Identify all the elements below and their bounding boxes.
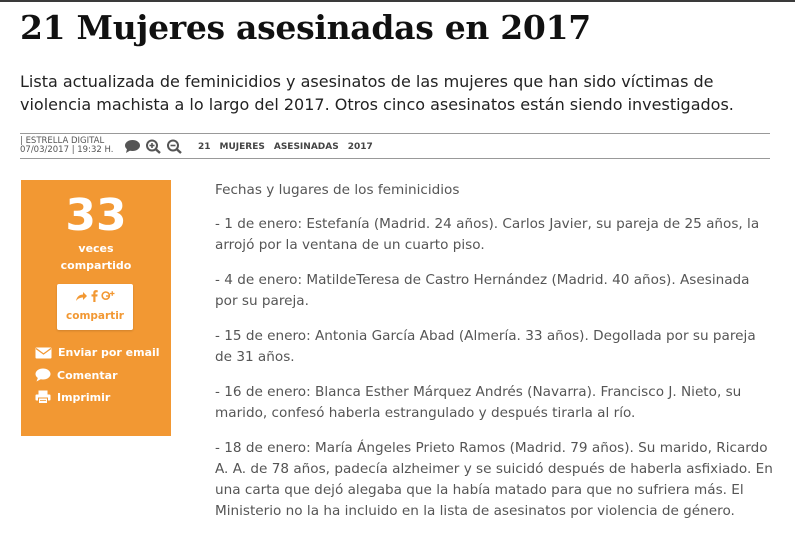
article-paragraph: - 1 de enero: Estefanía (Madrid. 24 años). Carlos Javier, su pareja de 25 años, la arrojó por la ventana de un cuarto piso.	[215, 216, 760, 253]
tag-link[interactable]: ASESINADAS	[273, 142, 339, 152]
source-name: | ESTRELLA DIGITAL	[20, 136, 105, 146]
share-count-label-line2: compartido	[60, 259, 132, 272]
article-body	[215, 180, 775, 536]
print-action-label: Imprimir	[57, 390, 111, 404]
standfirst: Lista actualizada de feminicidios y asesinatos de las mujeres que han sido víctimas de violencia machista a lo largo del 2017. Otros cinco asesinatos están siendo investigados.	[20, 72, 734, 114]
email-action[interactable]	[35, 346, 160, 359]
share-count-label	[21, 240, 171, 274]
source-info	[20, 137, 113, 155]
article-heading: Fechas y lugares de los feminicidios	[215, 182, 460, 198]
headline: 21 Mujeres asesinadas en 2017	[20, 8, 591, 47]
tag-link[interactable]: 2017	[347, 142, 373, 152]
article-paragraph: - 18 de enero: María Ángeles Prieto Ramos (Madrid. 79 años). Su marido, Ricardo A. A. de 78 años, padecía alzheimer y se suicidó después de haberla asfixiado. En una carta que dejó alegaba que la había matado para que no sufriera más. El Ministerio no la ha incluido en la lista de asesinatos por violencia de género.	[215, 440, 773, 519]
email-action-label: Enviar por email	[58, 346, 160, 359]
article-paragraph: - 15 de enero: Antonia García Abad (Almería. 33 años). Degollada por su pareja de 31 años.	[215, 328, 756, 365]
tag-link[interactable]: MUJERES	[219, 142, 265, 152]
google-plus-icon	[101, 290, 115, 302]
article-tools	[124, 139, 183, 154]
share-button-label: compartir	[66, 310, 124, 322]
share-panel	[21, 180, 171, 436]
share-arrow-icon	[75, 291, 88, 302]
envelope-icon	[35, 347, 52, 359]
comment-action-label: Comentar	[57, 368, 118, 382]
comment-action[interactable]	[35, 368, 118, 382]
comment-icon	[35, 368, 51, 382]
publish-datetime: 07/03/2017 | 19:32 H.	[20, 145, 114, 155]
tag-link[interactable]: 21	[198, 142, 211, 152]
print-action[interactable]	[35, 390, 110, 404]
share-count: 33	[65, 190, 127, 241]
printer-icon	[35, 390, 51, 404]
top-rule	[0, 0, 795, 2]
article-meta-bar	[20, 133, 770, 159]
facebook-icon	[91, 290, 98, 302]
share-button[interactable]	[57, 284, 133, 330]
article-paragraph: - 4 de enero: MatildeTeresa de Castro Hernández (Madrid. 40 años). Asesinada por su pareja.	[215, 272, 750, 309]
article-paragraph: - 16 de enero: Blanca Esther Márquez Andrés (Navarra). Francisco J. Nieto, su marido, confesó haberla estrangulado y después tirarla al río.	[215, 384, 742, 421]
share-count-label-line1: veces	[78, 242, 114, 255]
zoom-out-icon[interactable]	[166, 139, 183, 154]
tag-list	[198, 142, 373, 152]
share-button-icons	[57, 290, 133, 302]
zoom-in-icon[interactable]	[145, 139, 162, 154]
comment-icon[interactable]	[124, 139, 141, 154]
